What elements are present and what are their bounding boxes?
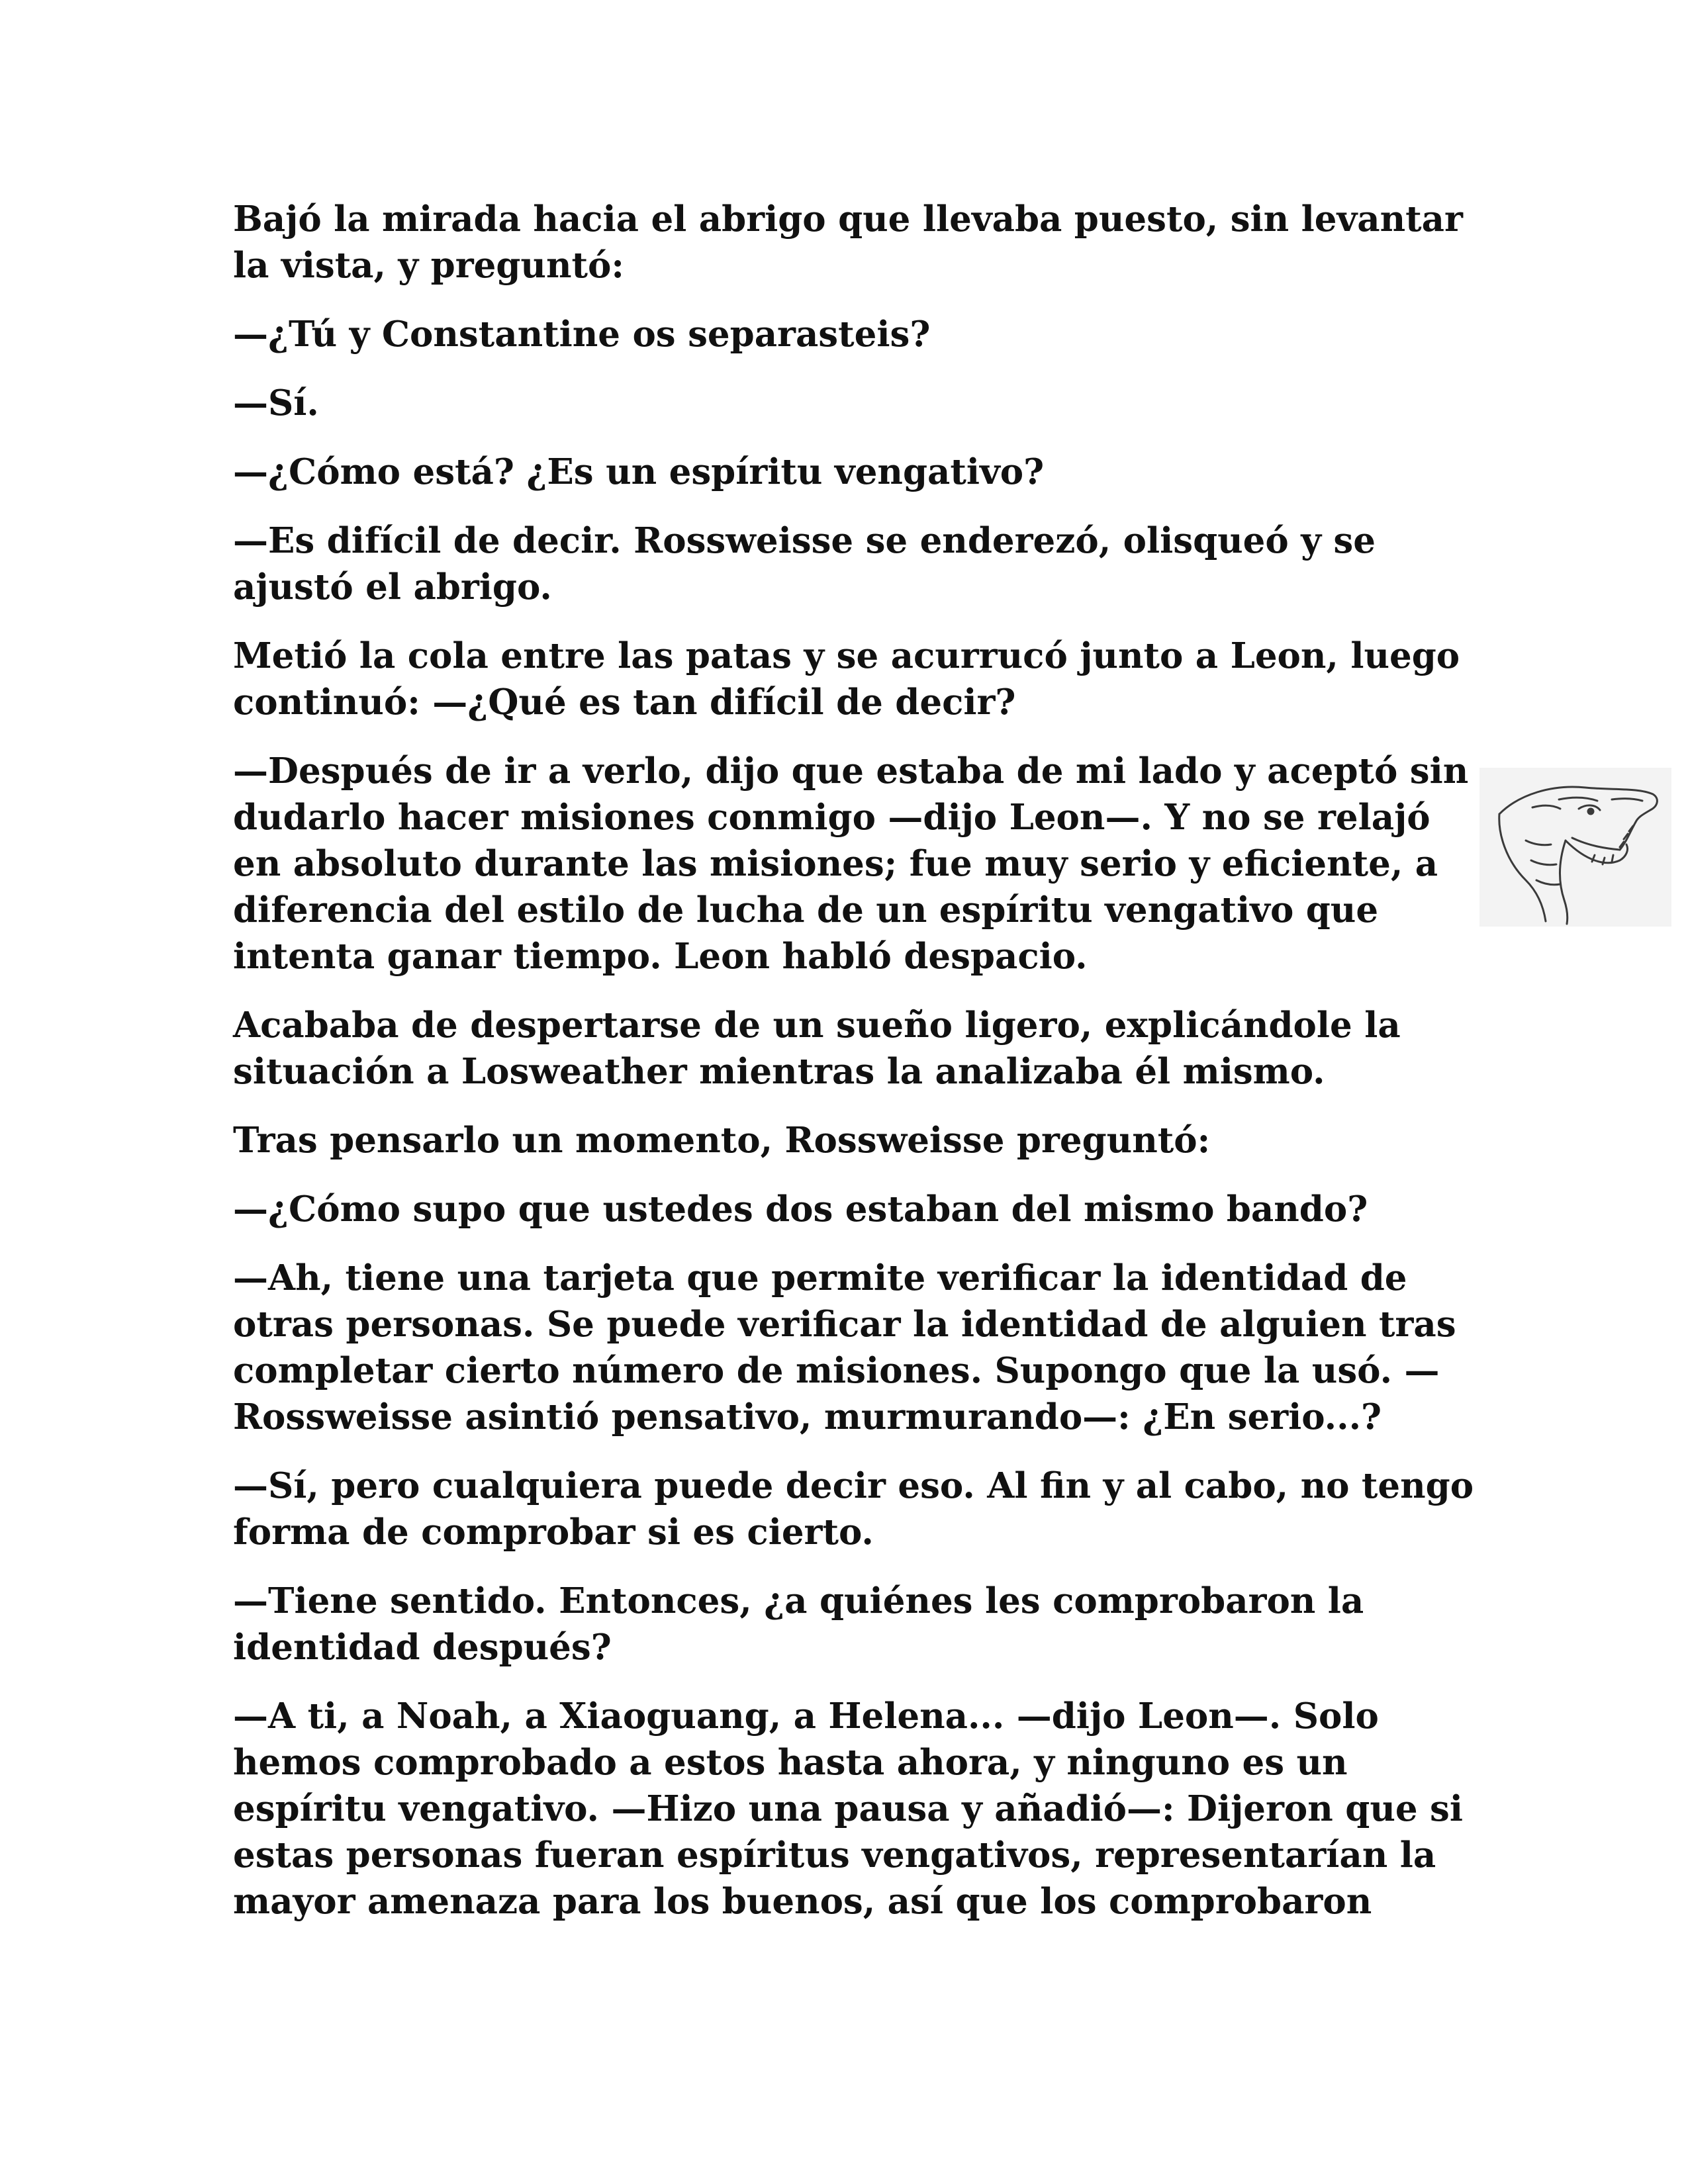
paragraph-14 [233,1693,1464,1925]
text-column [233,196,1474,1947]
paragraph-9 [233,1117,1451,1163]
text-line: diferencia del estilo de lucha de un espíritu vengativo que [233,889,1379,931]
text-line: Rossweisse asintió pensativo, murmurando—: ¿En serio...? [233,1396,1382,1437]
text-line: —Ah, tiene una tarjeta que permite verificar la identidad de [233,1257,1407,1298]
text-line: Bajó la mirada hacia el abrigo que llevaba puesto, sin levantar [233,199,1463,240]
text-line: —¿Cómo está? ¿Es un espíritu vengativo? [233,451,1045,492]
text-line: mayor amenaza para los buenos, así que los comprobaron [233,1881,1372,1922]
text-line: continuó: —¿Qué es tan difícil de decir? [233,682,1016,723]
paragraph-12 [233,1463,1474,1555]
text-line: situación a Losweather mientras la analizaba él mismo. [233,1051,1325,1092]
paragraph-8 [233,1002,1451,1095]
text-line: —A ti, a Noah, a Xiaoguang, a Helena... —dijo Leon—. Solo [233,1696,1379,1737]
text-line: dudarlo hacer misiones conmigo —dijo Leon—. Y no se relajó [233,797,1430,838]
text-line: —¿Tú y Constantine os separasteis? [233,314,931,355]
text-line: espíritu vengativo. —Hizo una pausa y añadió—: Dijeron que si [233,1788,1464,1829]
text-line: Tras pensarlo un momento, Rossweisse preguntó: [233,1120,1211,1161]
text-line: Acababa de despertarse de un sueño ligero, explicándole la [233,1005,1401,1046]
paragraph-5 [233,518,1451,610]
dinosaur-sketch-icon [1479,768,1671,927]
text-line: —Tiene sentido. Entonces, ¿a quiénes les comprobaron la [233,1580,1364,1621]
text-line: hemos comprobado a estos hasta ahora, y ninguno es un [233,1742,1348,1783]
text-line: —Sí. [233,383,319,424]
text-line: —Después de ir a verlo, dijo que estaba de mi lado y aceptó sin [233,751,1469,792]
paragraph-2 [233,311,1451,357]
text-line: otras personas. Se puede verificar la identidad de alguien tras [233,1304,1456,1345]
text-line: estas personas fueran espíritus vengativos, representarían la [233,1835,1436,1876]
paragraph-7 [233,748,1469,979]
paragraph-6 [233,633,1460,725]
paragraph-1 [233,196,1463,289]
text-line: en absoluto durante las misiones; fue muy serio y eficiente, a [233,843,1438,884]
text-line: completar cierto número de misiones. Supongo que la usó. — [233,1350,1440,1391]
text-line: identidad después? [233,1627,612,1668]
text-line: forma de comprobar si es cierto. [233,1512,874,1553]
text-line: intenta ganar tiempo. Leon habló despacio. [233,936,1088,977]
paragraph-13 [233,1578,1451,1670]
text-line: —Sí, pero cualquiera puede decir eso. Al fin y al cabo, no tengo [233,1465,1474,1506]
text-line: ajustó el abrigo. [233,567,552,608]
paragraph-10 [233,1186,1451,1232]
paragraph-4 [233,449,1451,495]
text-line: —Es difícil de decir. Rossweisse se enderezó, olisqueó y se [233,520,1376,561]
text-line: Metió la cola entre las patas y se acurrucó junto a Leon, luego [233,635,1460,676]
paragraph-3 [233,380,1451,426]
text-line: la vista, y preguntó: [233,245,624,286]
paragraph-11 [233,1255,1456,1440]
text-line: —¿Cómo supo que ustedes dos estaban del mismo bando? [233,1189,1368,1230]
